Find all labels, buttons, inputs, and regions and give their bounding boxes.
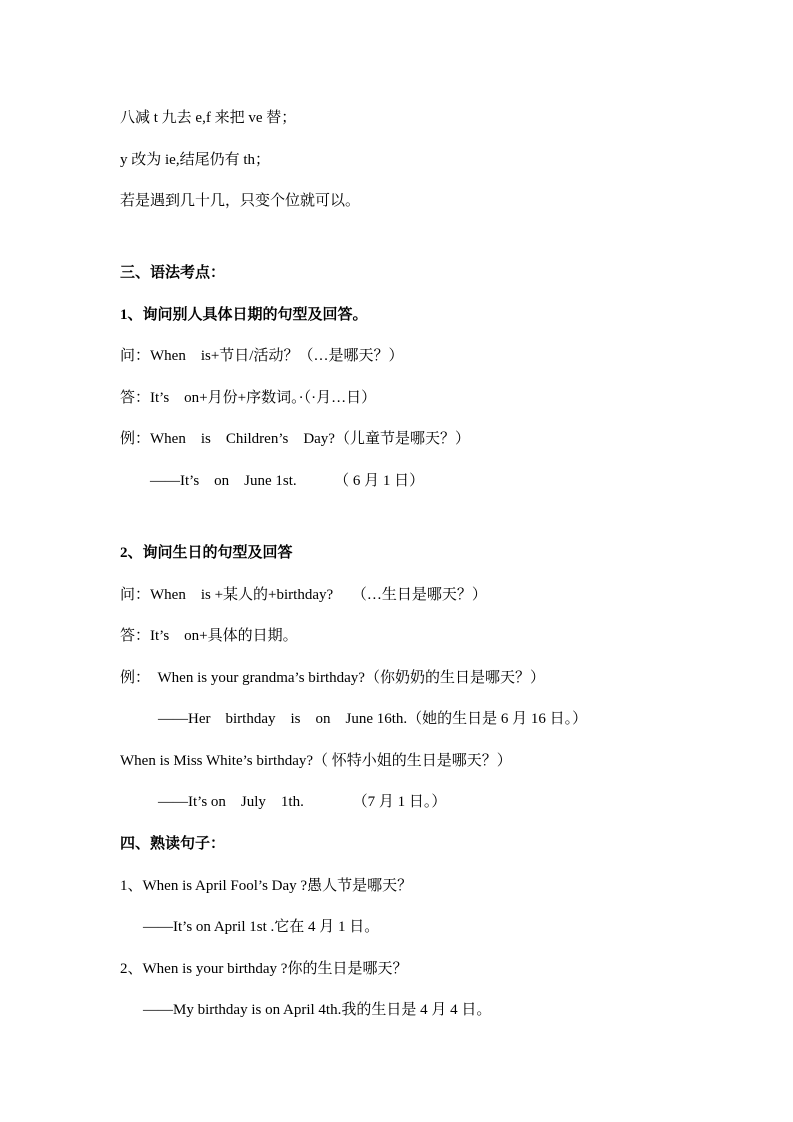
example-question-grandma: 例： When is your grandma’s birthday?（你奶奶的生日是哪天？） bbox=[120, 670, 545, 686]
example-question-childrens-day: 例：When is Children’s Day?（儿童节是哪天？） bbox=[120, 431, 470, 447]
example-answer-childrens-day: ——It’s on June 1st. （ 6 月 1 日） bbox=[150, 473, 425, 489]
sentence-1-answer: ——It’s on April 1st .它在 4 月 1 日。 bbox=[143, 919, 380, 935]
section-heading-sentences: 四、熟读句子： bbox=[120, 836, 226, 852]
subheading-birthday-question: 2、询问生日的句型及回答 bbox=[120, 545, 293, 561]
rule-line-1: 八减 t 九去 e,f 来把 ve 替； bbox=[120, 110, 297, 126]
example-answer-grandma: ——Her birthday is on June 16th.（她的生日是 6 月 16 日。） bbox=[158, 711, 588, 727]
example-question-miss-white: When is Miss White’s birthday?（ 怀特小姐的生日是哪天？） bbox=[120, 753, 512, 769]
answer-pattern-date: 答：It’s on+月份+序数词。·（·月…日） bbox=[120, 390, 377, 406]
sentence-2-question: 2、When is your birthday ?你的生日是哪天？ bbox=[120, 961, 408, 977]
rule-line-2: y 改为 ie,结尾仍有 th； bbox=[120, 152, 270, 168]
rule-line-3: 若是遇到几十几，只变个位就可以。 bbox=[120, 193, 361, 209]
sentence-1-question: 1、When is April Fool’s Day ?愚人节是哪天？ bbox=[120, 878, 413, 894]
question-pattern-date: 问：When is+节日/活动？（…是哪天？） bbox=[120, 348, 404, 364]
question-pattern-birthday: 问：When is +某人的+birthday? （…生日是哪天？） bbox=[120, 587, 487, 603]
example-answer-miss-white: ——It’s on July 1th. （7 月 1 日。） bbox=[158, 794, 447, 810]
sentence-2-answer: ——My birthday is on April 4th.我的生日是 4 月 4 日。 bbox=[143, 1002, 492, 1018]
subheading-date-question: 1、询问别人具体日期的句型及回答。 bbox=[120, 307, 368, 323]
answer-pattern-birthday: 答：It’s on+具体的日期。 bbox=[120, 628, 298, 644]
section-heading-grammar: 三、语法考点： bbox=[120, 265, 226, 281]
